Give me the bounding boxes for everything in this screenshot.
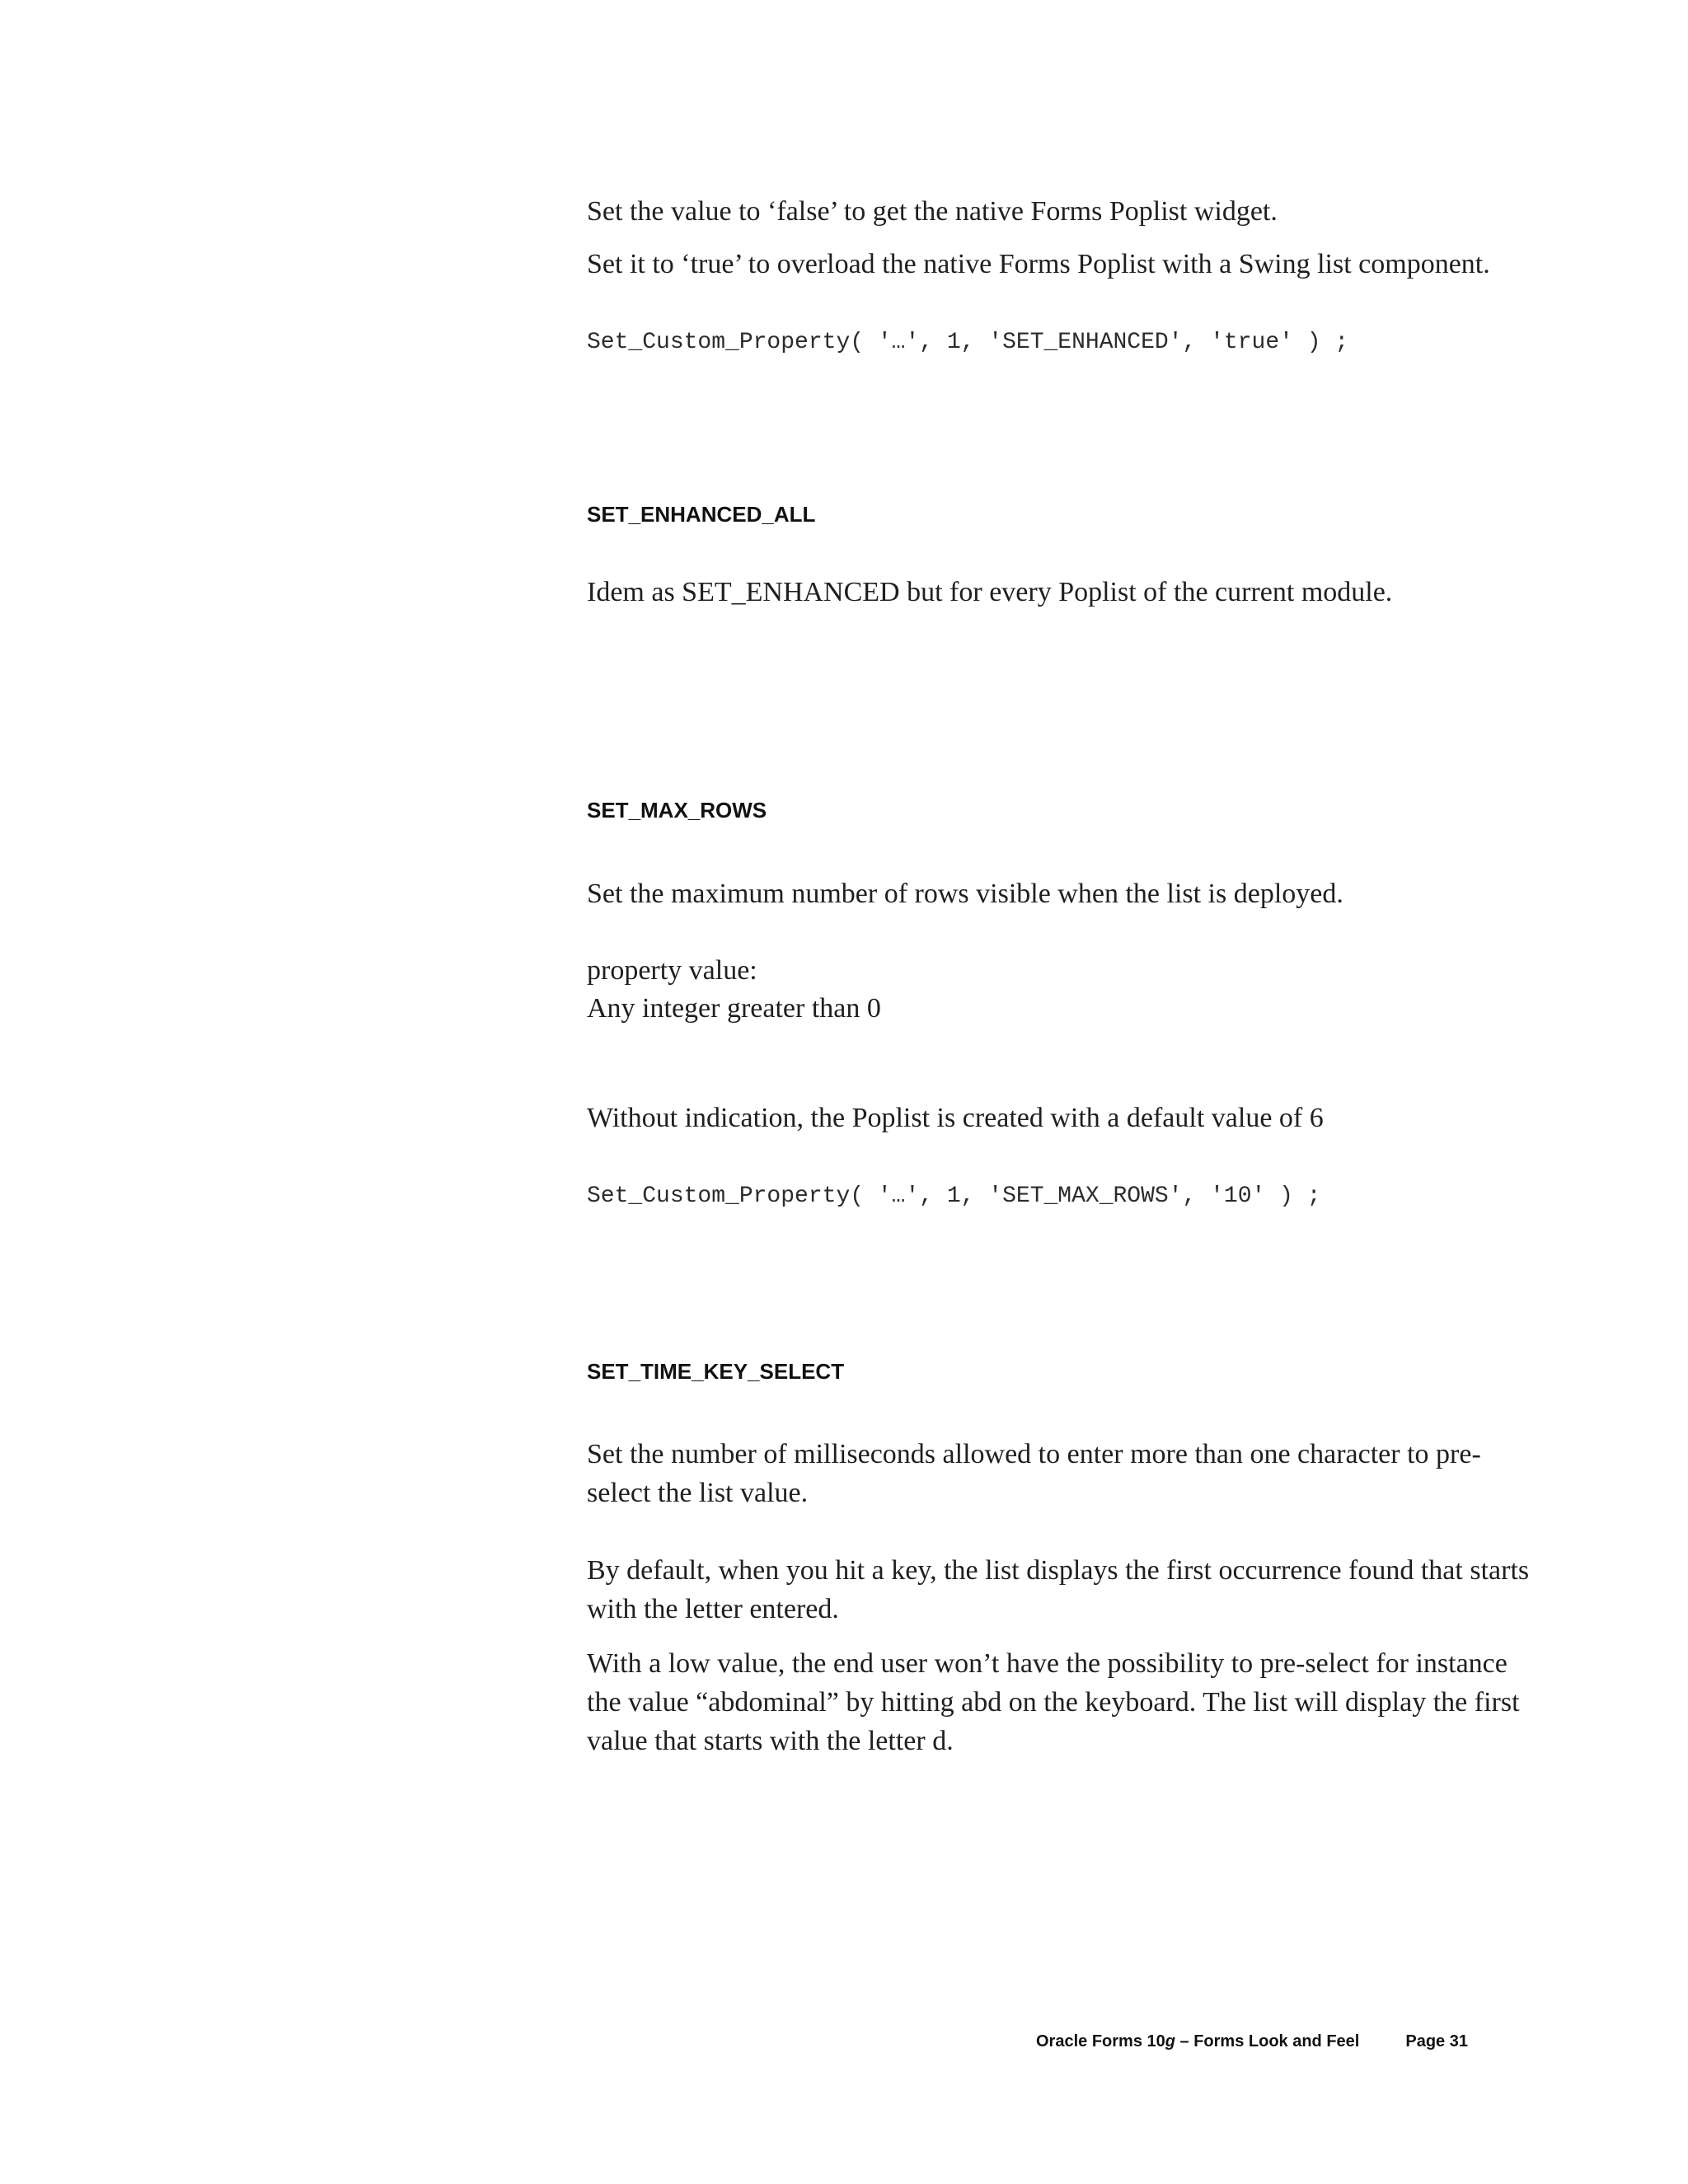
low-value-paragraph: With a low value, the end user won’t have the possibility to pre-select for instance the value “abdominal” by hitting abd on the keyboard. The list will display the first value that starts with the letter d. — [587, 1648, 1520, 1756]
heading-set-enhanced-all: SET_ENHANCED_ALL — [587, 502, 816, 527]
property-value-range: Any integer greater than 0 — [587, 993, 881, 1024]
default-value-note: Without indication, the Poplist is created with a default value of 6 — [587, 1103, 1324, 1133]
default-behavior-paragraph: By default, when you hit a key, the list displays the first occurrence found that starts with the letter entered. — [587, 1555, 1530, 1624]
set-enhanced-all-description: Idem as SET_ENHANCED but for every Poplist of the current module. — [587, 577, 1393, 607]
heading-set-time-key-select: SET_TIME_KEY_SELECT — [587, 1359, 845, 1384]
page-footer — [1036, 2030, 1468, 2053]
time-key-select-description: Set the number of milliseconds allowed to enter more than one character to pre-select the list value. — [587, 1439, 1481, 1508]
intro-line-true: Set it to ‘true’ to overload the native Forms Poplist with a Swing list component. — [587, 249, 1490, 279]
footer-title: Oracle Forms 10g – Forms Look and Feel — [1036, 2032, 1360, 2050]
page-number: Page 31 — [1405, 2032, 1468, 2050]
property-value-label: property value: — [587, 955, 757, 986]
code-set-enhanced: Set_Custom_Property( '…', 1, 'SET_ENHANCED', 'true' ) ; — [587, 330, 1349, 355]
heading-set-max-rows: SET_MAX_ROWS — [587, 798, 767, 823]
intro-line-false: Set the value to ‘false’ to get the native Forms Poplist widget. — [587, 196, 1278, 227]
set-max-rows-description: Set the maximum number of rows visible when the list is deployed. — [587, 879, 1343, 909]
code-set-max-rows: Set_Custom_Property( '…', 1, 'SET_MAX_ROWS', '10' ) ; — [587, 1183, 1321, 1209]
